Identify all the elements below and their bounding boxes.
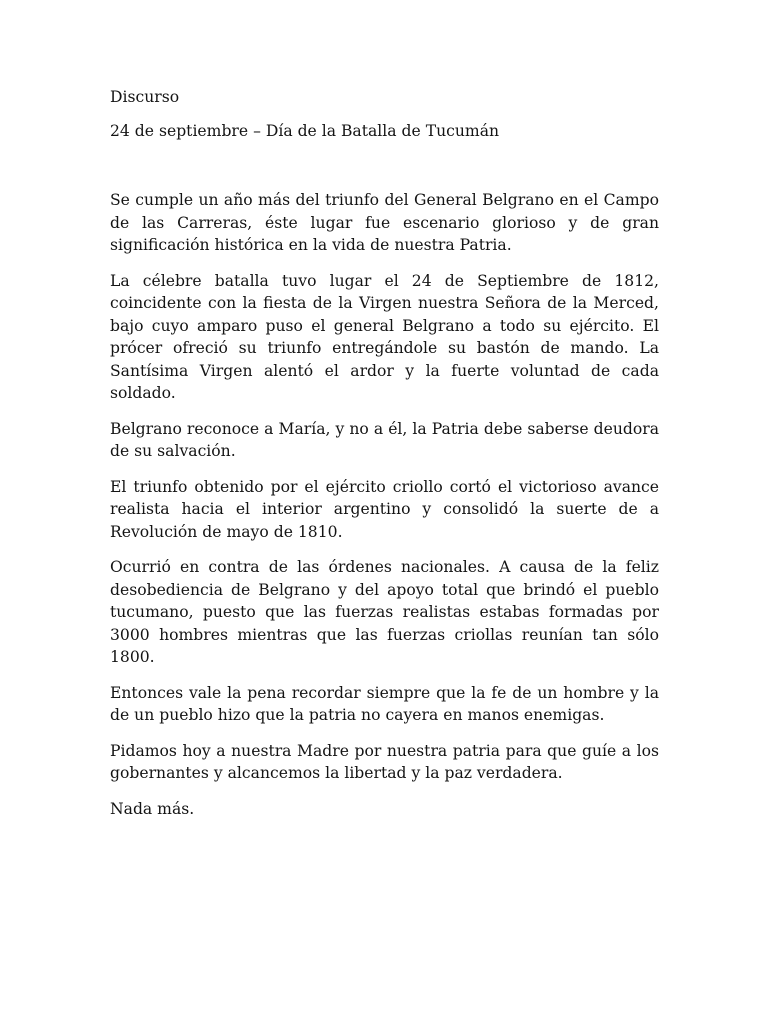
document-title: Discurso [110, 88, 180, 106]
paragraph-2: La célebre batalla tuvo lugar el 24 de Septiembre de 1812, coincidente con la fiesta de la Virgen nuestra Señora de la Merced, bajo cuyo amparo puso el general Belgrano a todo su ejército. El prócer ofreció su triunfo entregándole su bastón de mando. La Santísima Virgen alentó el ardor y la fuerte voluntad de cada soldado. [110, 271, 659, 402]
paragraph-3: Belgrano reconoce a María, y no a él, la Patria debe saberse deudora de su salvación. [110, 419, 659, 460]
document-body [110, 189, 659, 833]
document-page [110, 0, 659, 1024]
paragraph-7: Pidamos hoy a nuestra Madre por nuestra patria para que guíe a los gobernantes y alcancemos la libertad y la paz verdadera. [110, 741, 659, 782]
document-subtitle: 24 de septiembre – Día de la Batalla de Tucumán [110, 122, 500, 140]
paragraph-5: Ocurrió en contra de las órdenes nacionales. A causa de la feliz desobediencia de Belgrano y del apoyo total que brindó el pueblo tucumano, puesto que las fuerzas realistas estabas formadas por 3000 hombres mientras que las fuerzas criollas reunían tan sólo 1800. [110, 558, 659, 666]
paragraph-4: El triunfo obtenido por el ejército criollo cortó el victorioso avance realista hacia el interior argentino y consolidó la suerte de a Revolución de mayo de 1810. [110, 477, 659, 541]
closing-line: Nada más. [110, 799, 195, 818]
paragraph-1: Se cumple un año más del triunfo del General Belgrano en el Campo de las Carreras, éste lugar fue escenario glorioso y de gran significación histórica en la vida de nuestra Patria. [110, 191, 659, 254]
paragraph-6: Entonces vale la pena recordar siempre que la fe de un hombre y la de un pueblo hizo que la patria no cayera en manos enemigas. [110, 683, 659, 724]
